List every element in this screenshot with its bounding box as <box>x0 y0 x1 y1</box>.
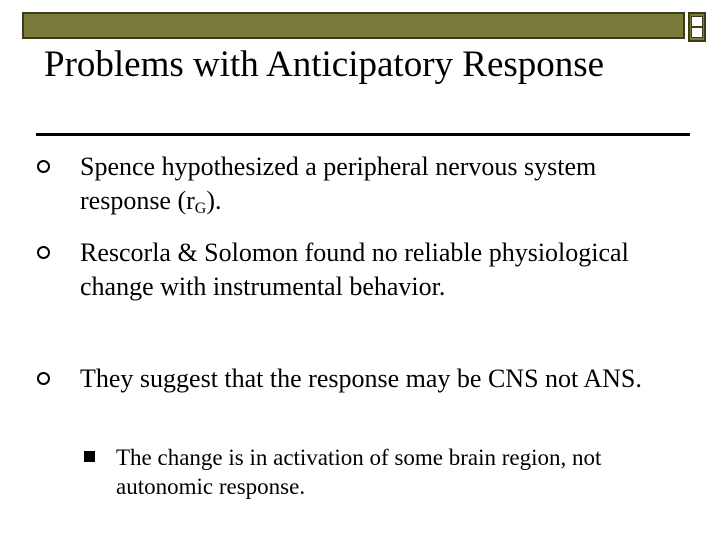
hollow-circle-icon <box>37 160 50 173</box>
bullet-text: They suggest that the response may be CNS not ANS. <box>80 364 642 393</box>
sub-bullet-text: The change is in activation of some brain region, not autonomic response. <box>116 445 602 499</box>
corner-decoration-icon <box>688 12 706 42</box>
header-bar <box>22 12 685 39</box>
sub-bullet-item <box>116 443 676 501</box>
bullet-text: Spence hypothesized a peripheral nervous system response (r <box>80 152 597 215</box>
hollow-circle-icon <box>37 372 50 385</box>
bullet-item-cns <box>80 362 670 396</box>
bullet-item-spence <box>80 150 670 218</box>
bullet-text: Rescorla & Solomon found no reliable physiological change with instrumental behavior. <box>80 238 629 301</box>
hollow-circle-icon <box>37 246 50 259</box>
bullet-text-end: ). <box>206 186 222 215</box>
bullet-subscript: G <box>194 200 207 217</box>
filled-square-icon <box>84 451 95 462</box>
corner-square-top <box>691 16 703 27</box>
corner-square-bottom <box>691 27 703 38</box>
slide-title: Problems with Anticipatory Response <box>44 44 605 85</box>
title-divider <box>36 133 690 136</box>
bullet-item-rescorla <box>80 236 670 304</box>
